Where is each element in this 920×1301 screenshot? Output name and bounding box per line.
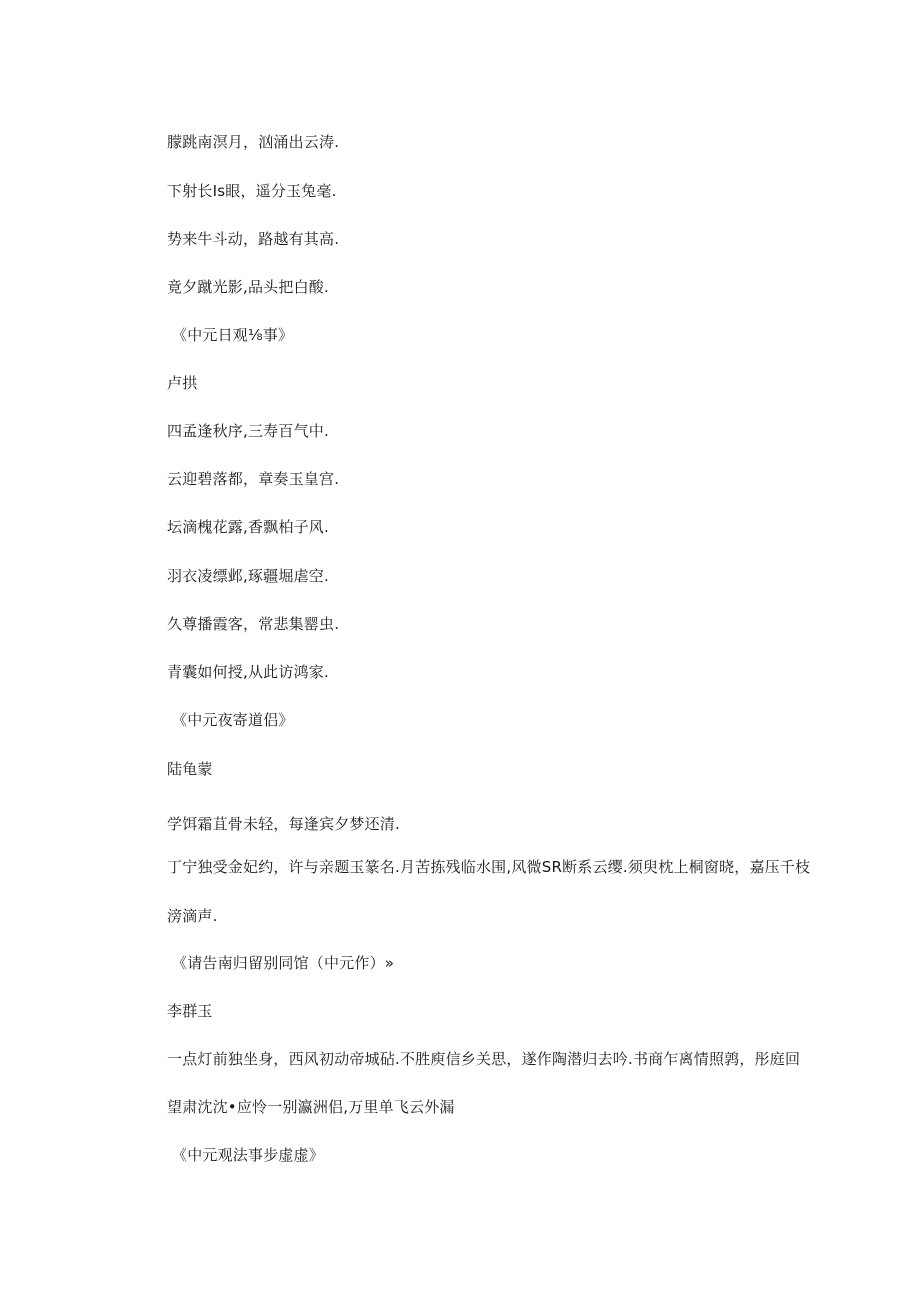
poem-line: 久尊播霞客，常悲集罂虫. <box>167 615 340 633</box>
poem-line: 势来牛斗动，路越有其高. <box>167 230 340 248</box>
poem-line: 丁宁独受金妃约，许与亲题玉篆名.月苦拣残临水围,风微SR断系云缨.须臾枕上桐窗晓，嘉压千枝 <box>167 858 811 876</box>
poem-line: 坛滴槐花露,香飘柏子风. <box>167 518 329 536</box>
poem-line: 朦跳南溟月，汹涌出云涛. <box>167 133 340 151</box>
poem-line: 云迎碧落都，章奏玉皇宫. <box>167 470 340 488</box>
poem-line: 青囊如何授,从此访鸿家. <box>167 663 329 681</box>
poem-title: 《请告南归留别同馆（中元作）» <box>172 954 395 972</box>
poem-title: 《中元观法事步虚虚》 <box>172 1146 325 1164</box>
poem-author: 卢拱 <box>167 374 198 392</box>
poem-line: 羽衣凌缥邺,琢疆堀虐空. <box>167 567 329 585</box>
poem-line: 下射长Is眼，遥分玉兔毫. <box>167 182 337 200</box>
poem-line: 学饵霜苴骨未轻，每逢宾夕梦还清. <box>167 815 400 833</box>
poem-title: 《中元夜寄道侣》 <box>172 711 294 729</box>
poem-title: 《中元日观⅛事》 <box>172 326 294 344</box>
poem-author: 李群玉 <box>167 1002 213 1020</box>
poem-line: 一点灯前独坐身，西风初动帝城砧.不胜庾信乡关思，遂作陶潜归去吟.书商乍离情照鹑，彤庭回 <box>167 1050 801 1068</box>
poem-line: 滂滴声. <box>167 907 218 925</box>
poem-line: 望肃沈沈•应怜一别瀛洲侣,万里单飞云外漏 <box>167 1098 455 1116</box>
poem-line: 竟夕蹴光影,品头把白酸. <box>167 278 329 296</box>
poem-line: 四孟逢秋序,三寿百气中. <box>167 422 329 440</box>
poem-author: 陆龟蒙 <box>167 760 213 778</box>
